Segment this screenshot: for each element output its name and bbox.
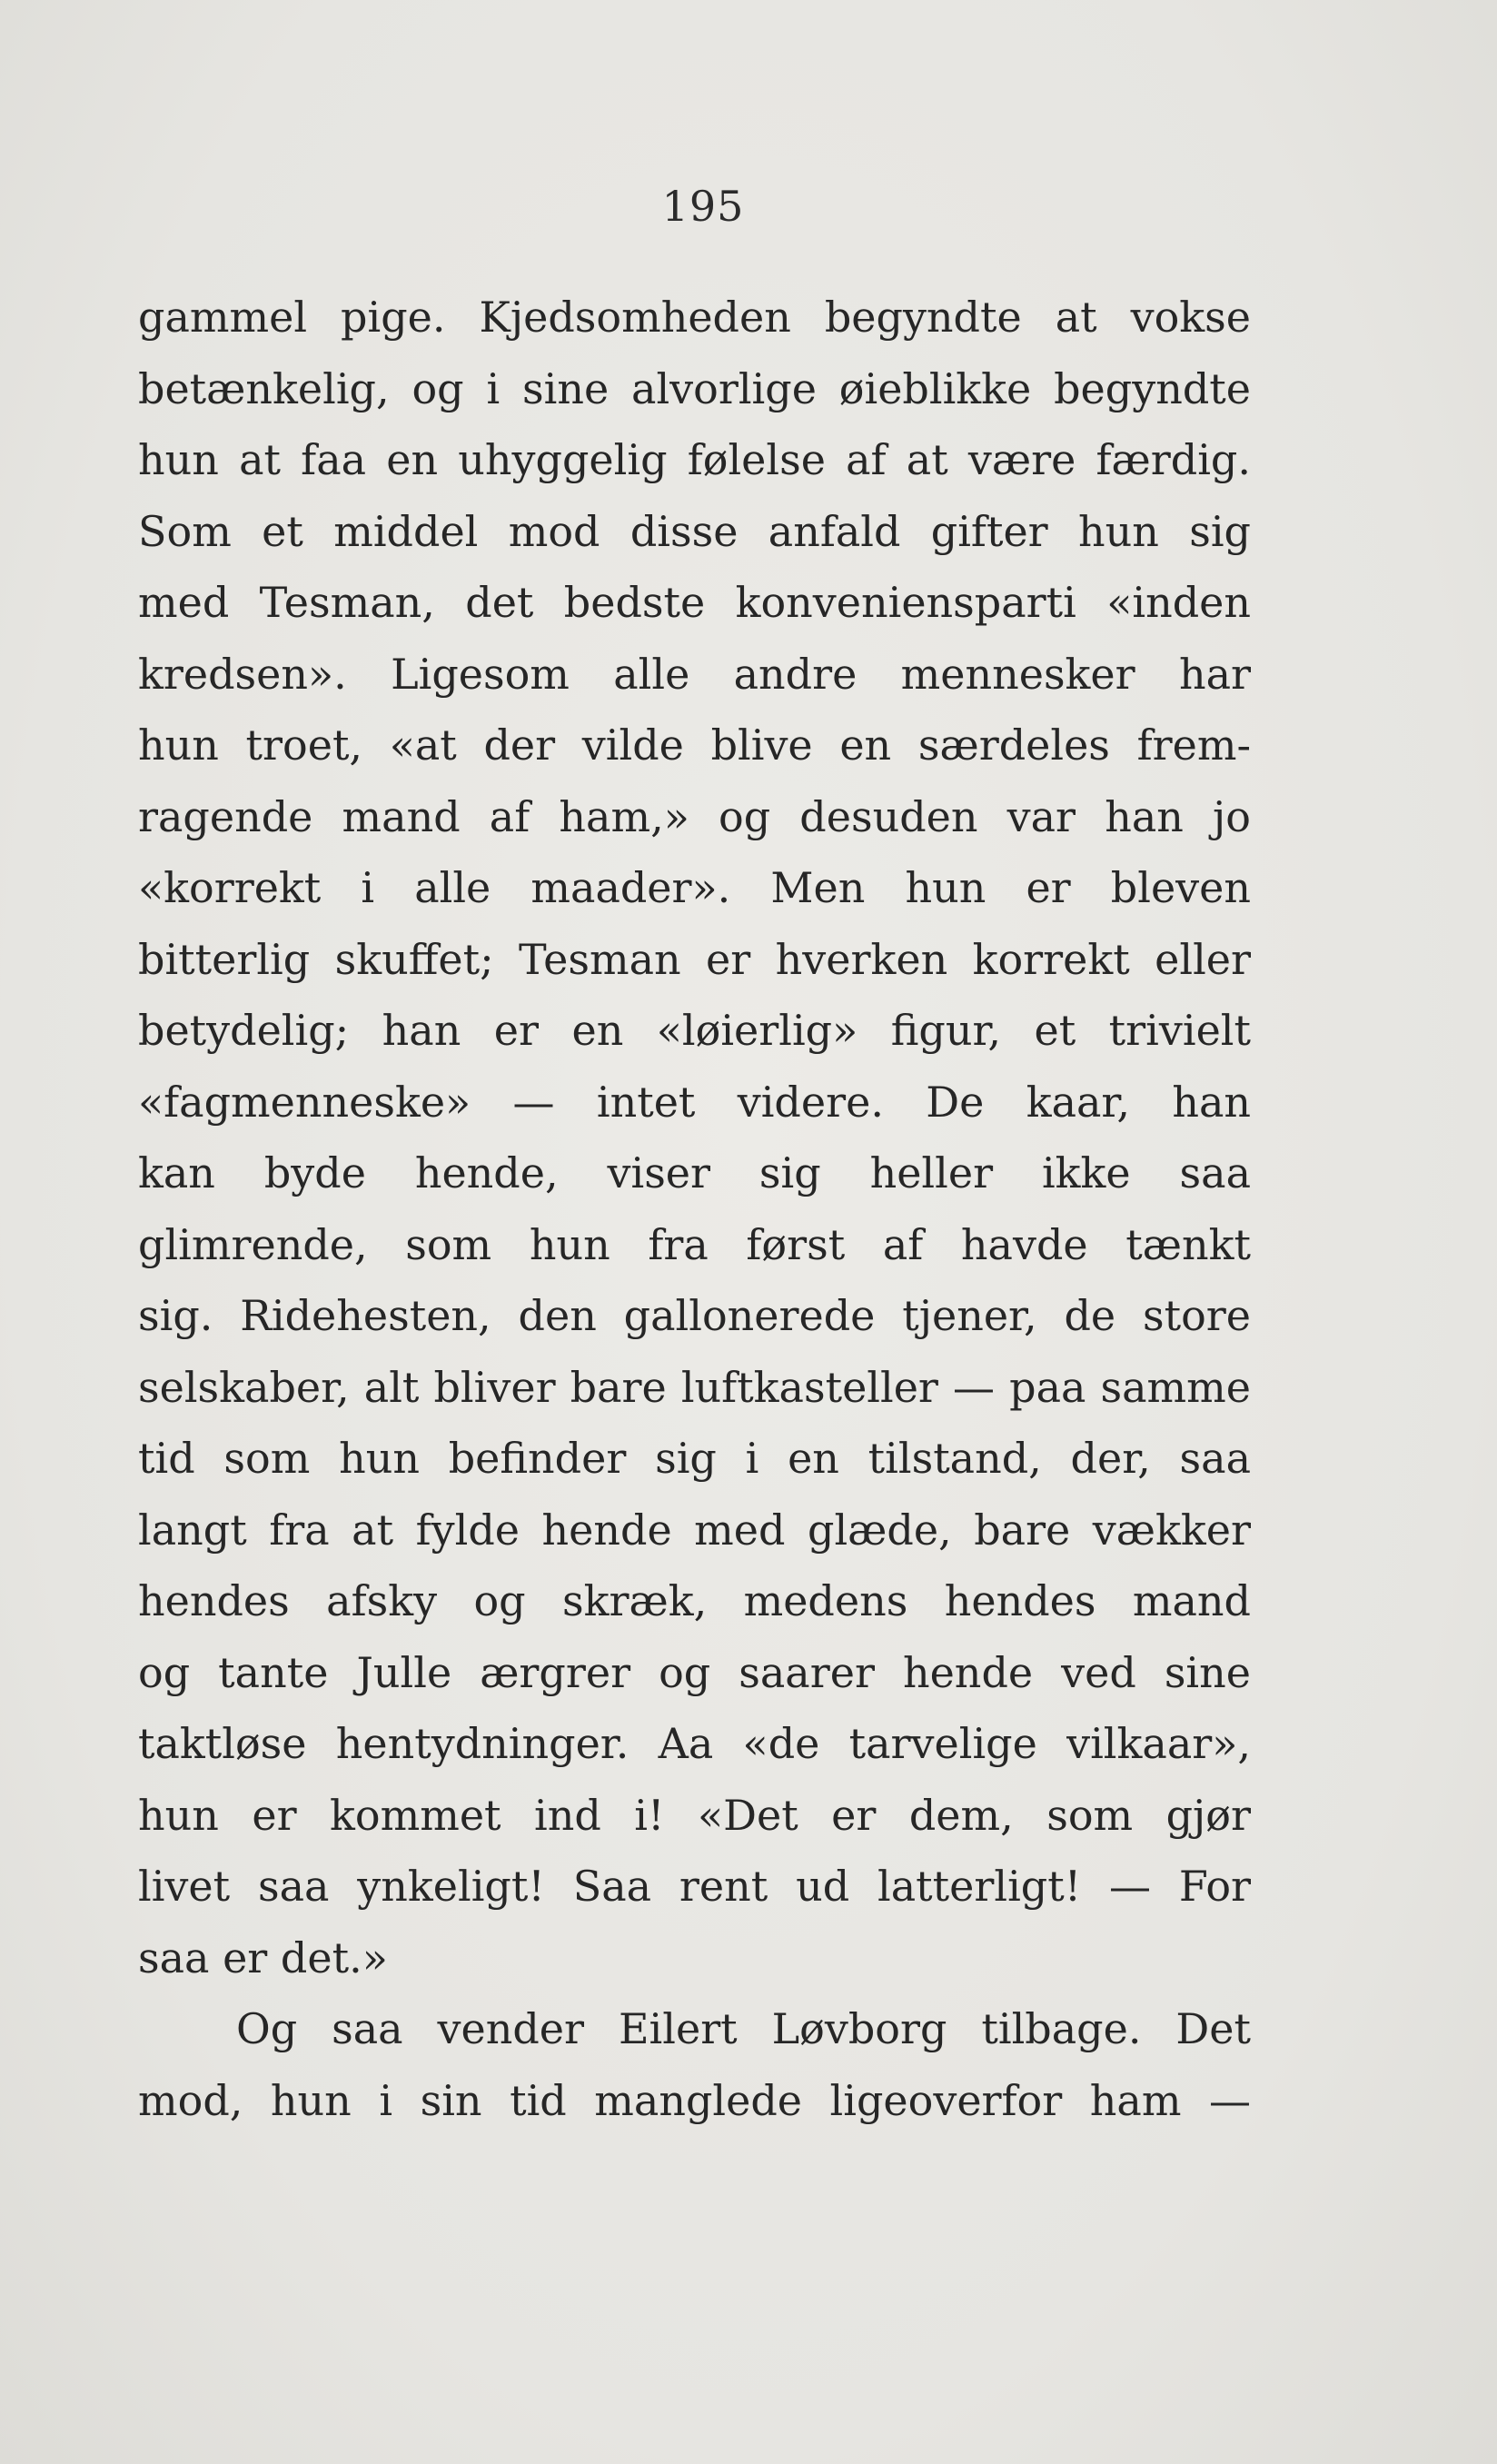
text-line: livet saa ynkeligt! Saa rent ud latterligt! — For [138, 1862, 1251, 1911]
text-line: glimrende, som hun fra først af havde tænkt [138, 1219, 1251, 1269]
text-line: «fagmenneske» — intet videre. De kaar, han [138, 1077, 1251, 1127]
text-line: kan byde hende, viser sig heller ikke saa [138, 1148, 1251, 1197]
text-line: betydelig; han er en «løierlig» figur, et trivielt [138, 1006, 1251, 1055]
page-number: 195 [661, 182, 745, 231]
text-line: sig. Ridehesten, den gallonerede tjener, de store [138, 1291, 1251, 1340]
text-line: kredsen». Ligesom alle andre mennesker har [138, 649, 1251, 699]
text-line: «korrekt i alle maader». Men hun er bleven [138, 863, 1251, 912]
text-line: betænkelig, og i sine alvorlige øieblikke begyndte [138, 363, 1251, 413]
text-line: tid som hun befinder sig i en tilstand, der, saa [138, 1434, 1251, 1483]
text-line: selskaber, alt bliver bare luftkasteller — paa samme [138, 1362, 1251, 1412]
paragraph-start-line: Og saa vender Eilert Løvborg tilbage. Det [236, 2004, 1251, 2053]
text-line: langt fra at fylde hende med glæde, bare vækker [138, 1505, 1251, 1555]
text-line: gammel pige. Kjedsomheden begyndte at vokse [138, 293, 1251, 342]
text-line: Som et middel mod disse anfald gifter hun sig [138, 506, 1251, 556]
body-text [138, 282, 1251, 2136]
paragraph-end-line: saa er det.» [138, 1932, 388, 1982]
text-line: bitterlig skuffet; Tesman er hverken korrekt eller [138, 934, 1251, 984]
text-line: med Tesman, det bedste konveniensparti «inden [138, 578, 1251, 627]
text-line: ragende mand af ham,» og desuden var han jo [138, 791, 1251, 841]
text-line: hendes afsky og skræk, medens hendes mand [138, 1576, 1251, 1625]
text-line: hun troet, «at der vilde blive en særdeles frem- [138, 720, 1251, 770]
text-line: mod, hun i sin tid manglede ligeoverfor ham — [138, 2075, 1251, 2125]
text-line: og tante Julle ærgrer og saarer hende ved sine [138, 1647, 1251, 1697]
text-line: hun er kommet ind i! «Det er dem, som gjør [138, 1790, 1251, 1840]
text-line: taktløse hentydninger. Aa «de tarvelige vilkaar», [138, 1719, 1251, 1768]
text-line: hun at faa en uhyggelig følelse af at være færdig. [138, 435, 1251, 484]
